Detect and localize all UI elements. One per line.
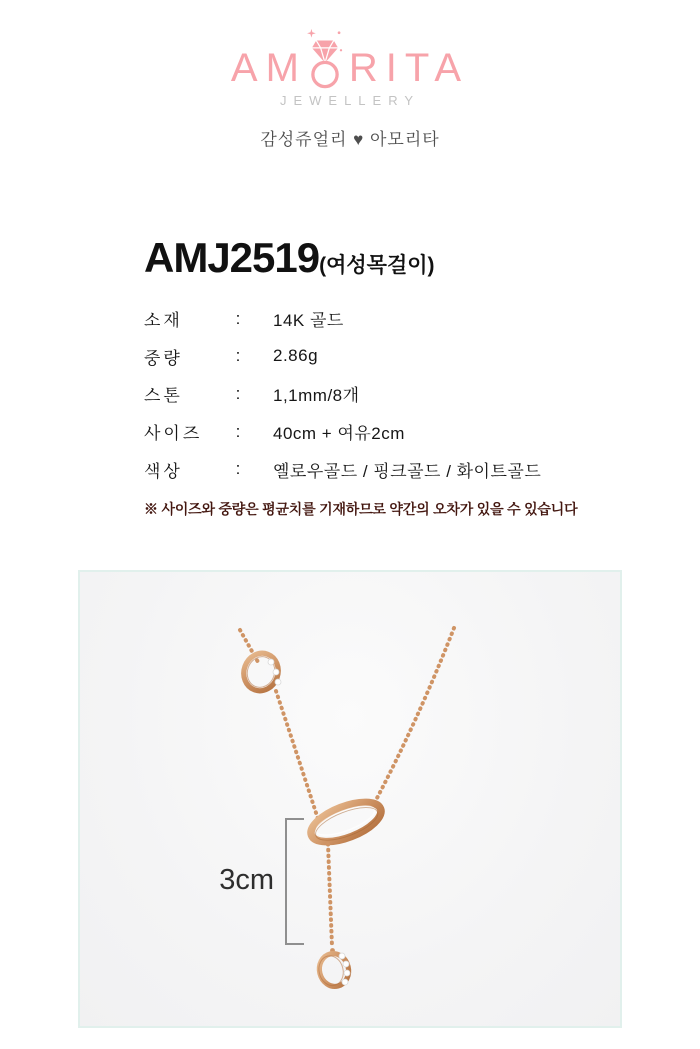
product-code: AMJ2519 bbox=[144, 234, 320, 281]
brand-tagline: 감성쥬얼리 ♥ 아모리타 bbox=[260, 130, 440, 149]
spec-label: 중량 bbox=[144, 348, 183, 368]
spec-value: 옐로우골드 / 핑크골드 / 화이트골드 bbox=[273, 461, 542, 481]
spec-row-weight bbox=[144, 338, 574, 376]
measurement-label: 3cm bbox=[219, 864, 274, 896]
brand-subtitle: JEWELLERY bbox=[279, 93, 421, 108]
stone bbox=[273, 669, 279, 675]
brand-name-left: AM bbox=[230, 46, 307, 90]
spec-label: 색상 bbox=[144, 461, 183, 481]
spec-row-stone bbox=[144, 375, 574, 413]
spec-colon: : bbox=[235, 459, 241, 479]
spec-value: 40cm + 여유2cm bbox=[273, 424, 405, 444]
spec-colon: : bbox=[235, 346, 241, 366]
spec-label: 사이즈 bbox=[144, 424, 203, 444]
spec-value: 14K 골드 bbox=[273, 311, 344, 331]
spec-colon: : bbox=[235, 421, 241, 441]
product-title bbox=[144, 234, 435, 282]
spec-label: 스톤 bbox=[144, 386, 183, 406]
stone bbox=[344, 970, 350, 976]
brand-name-right: RITA bbox=[348, 46, 470, 90]
spec-colon: : bbox=[235, 308, 241, 328]
spec-value: 1,1mm/8개 bbox=[273, 386, 360, 406]
spec-row-material bbox=[144, 300, 574, 338]
spec-row-color bbox=[144, 450, 574, 488]
center-oval-ring bbox=[306, 794, 386, 849]
spec-value: 2.86g bbox=[273, 346, 319, 366]
spec-row-size bbox=[144, 413, 574, 451]
chain-right bbox=[376, 628, 454, 800]
stone bbox=[268, 659, 274, 665]
stone bbox=[342, 979, 348, 985]
spec-colon: : bbox=[235, 383, 241, 403]
chain-drop bbox=[328, 844, 332, 946]
spec-label: 소재 bbox=[144, 311, 183, 331]
product-category: (여성목걸이) bbox=[319, 254, 435, 277]
chain-left bbox=[276, 691, 318, 819]
stone bbox=[339, 953, 345, 959]
product-photo bbox=[78, 570, 622, 1028]
necklace-illustration bbox=[80, 572, 620, 1026]
stone bbox=[275, 679, 281, 685]
diamond-ring-icon bbox=[305, 26, 345, 90]
spec-table bbox=[144, 300, 574, 488]
size-notice: ※ 사이즈와 중량은 평균치를 기재하므로 약간의 오차가 있을 수 있습니다 bbox=[144, 501, 578, 517]
stone bbox=[343, 961, 349, 967]
brand-logo bbox=[0, 24, 700, 90]
measurement-bracket bbox=[286, 819, 304, 944]
